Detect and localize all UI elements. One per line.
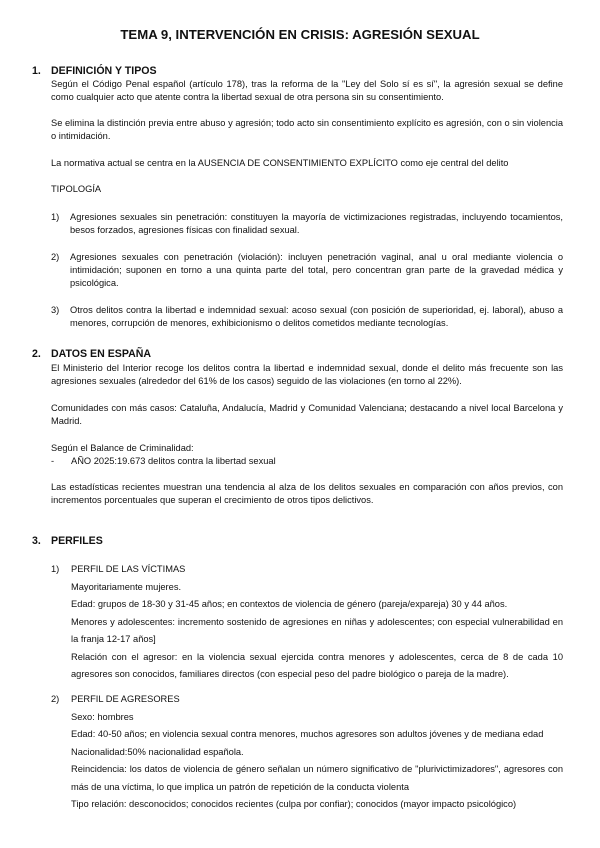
profile-victimas xyxy=(51,561,563,684)
list-text: Agresiones sexuales sin penetración: constituyen la mayoría de victimizaciones registradas, incluyendo tocamientos, besos forzados, agresiones físicas con finalidad sexual. xyxy=(70,212,563,235)
list-number: 2) xyxy=(51,252,60,262)
section-number: 2. xyxy=(32,348,41,360)
section-number: 3. xyxy=(32,535,41,547)
section-title: PERFILES xyxy=(51,535,103,547)
paragraph: Según el Balance de Criminalidad: xyxy=(51,443,194,453)
paragraph: Se elimina la distinción previa entre abuso y agresión; todo acto sin consentimiento explícito es agresión, con o sin violencia o intimidación. xyxy=(51,118,563,141)
list-text: Otros delitos contra la libertad e indemnidad sexual: acoso sexual (con posición de superioridad, ej. laboral), abuso a menores, corrupción de menores, exhibicionismo o delitos cometidos mediante tecnologías. xyxy=(70,305,563,328)
list-item xyxy=(51,251,563,290)
profile-title: PERFIL DE LAS VÍCTIMAS xyxy=(71,564,186,574)
profile-line: Mayoritariamente mujeres. xyxy=(71,581,182,592)
bullet-item xyxy=(51,455,276,468)
list-number: 3) xyxy=(51,305,60,315)
paragraph: Según el Código Penal español (artículo 178), tras la reforma de la "Ley del Solo sí es sí", la agresión sexual se define como cualquier acto que atente contra la libertad sexual de otra persona sin su consentimiento. xyxy=(51,79,563,102)
paragraph: Las estadísticas recientes muestran una tendencia al alza de los delitos sexuales en comparación con años previos, con incrementos porcentuales que superan el crecimiento de otros tipos delictivos. xyxy=(51,482,563,505)
document-title: TEMA 9, INTERVENCIÓN EN CRISIS: AGRESIÓN SEXUAL xyxy=(120,27,480,42)
profile-agresores xyxy=(51,691,563,814)
section-title: DEFINICIÓN Y TIPOS xyxy=(51,65,157,77)
profile-line: Menores y adolescentes: incremento sostenido de agresiones en niñas y adolescentes; con especial vulnerabilidad en la franja 12-17 años] xyxy=(71,616,563,644)
profile-line: Edad: 40-50 años; en violencia sexual contra menores, muchos agresores son adultos jóvenes y de mediana edad xyxy=(71,729,544,739)
profile-line: Relación con el agresor: en la violencia sexual ejercida contra menores y adolescentes, cerca de 8 de cada 10 agresores son conocidos, familiares directos (con especial peso del padre biológico o pareja de la madre). xyxy=(71,651,563,679)
bullet-text: AÑO 2025:19.673 delitos contra la libertad sexual xyxy=(71,456,276,466)
profile-line: Sexo: hombres xyxy=(71,711,134,722)
profile-line: Edad: grupos de 18-30 y 31-45 años; en contextos de violencia de género (pareja/expareja) 30 y 44 años. xyxy=(71,599,508,609)
paragraph: La normativa actual se centra en la AUSENCIA DE CONSENTIMIENTO EXPLÍCITO como eje central del delito xyxy=(51,158,509,168)
profile-number: 2) xyxy=(51,694,60,704)
profile-title: PERFIL DE AGRESORES xyxy=(71,694,180,704)
bullet-marker: - xyxy=(51,456,55,466)
paragraph: Comunidades con más casos: Cataluña, Andalucía, Madrid y Comunidad Valenciana; destacando a nivel local Barcelona y Madrid. xyxy=(51,403,563,426)
list-item xyxy=(51,211,563,237)
list-item xyxy=(51,304,563,330)
subheading-tipologia: TIPOLOGÍA xyxy=(51,184,102,194)
section-title: DATOS EN ESPAÑA xyxy=(51,348,152,360)
section-heading-definicion xyxy=(32,64,157,78)
paragraph: El Ministerio del Interior recoge los delitos contra la libertad e indemnidad sexual, donde el delito más frecuente son las agresiones sexuales (alrededor del 61% de los casos) seguido de las violaciones (en torno al 22%). xyxy=(51,363,563,386)
list-number: 1) xyxy=(51,212,60,222)
section-heading-datos xyxy=(32,347,151,361)
profile-number: 1) xyxy=(51,564,60,574)
profile-line: Nacionalidad:50% nacionalidad española. xyxy=(71,746,244,757)
profile-line: Tipo relación: desconocidos; conocidos recientes (culpa por confiar); conocidos (mayor impacto psicológico) xyxy=(71,799,517,809)
list-text: Agresiones sexuales con penetración (violación): incluyen penetración vaginal, anal u oral mediante violencia o intimidación; suponen en torno a una quinta parte del total, pero concentran gran parte de la gravedad médica y psicológica. xyxy=(70,252,563,288)
section-number: 1. xyxy=(32,65,41,77)
section-heading-perfiles xyxy=(32,534,103,548)
profile-line: Reincidencia: los datos de violencia de género señalan un número significativo de "plurivictimizadores", agresores con más de una víctima, lo que implica un patrón de repetición de la conducta violenta xyxy=(71,764,563,792)
